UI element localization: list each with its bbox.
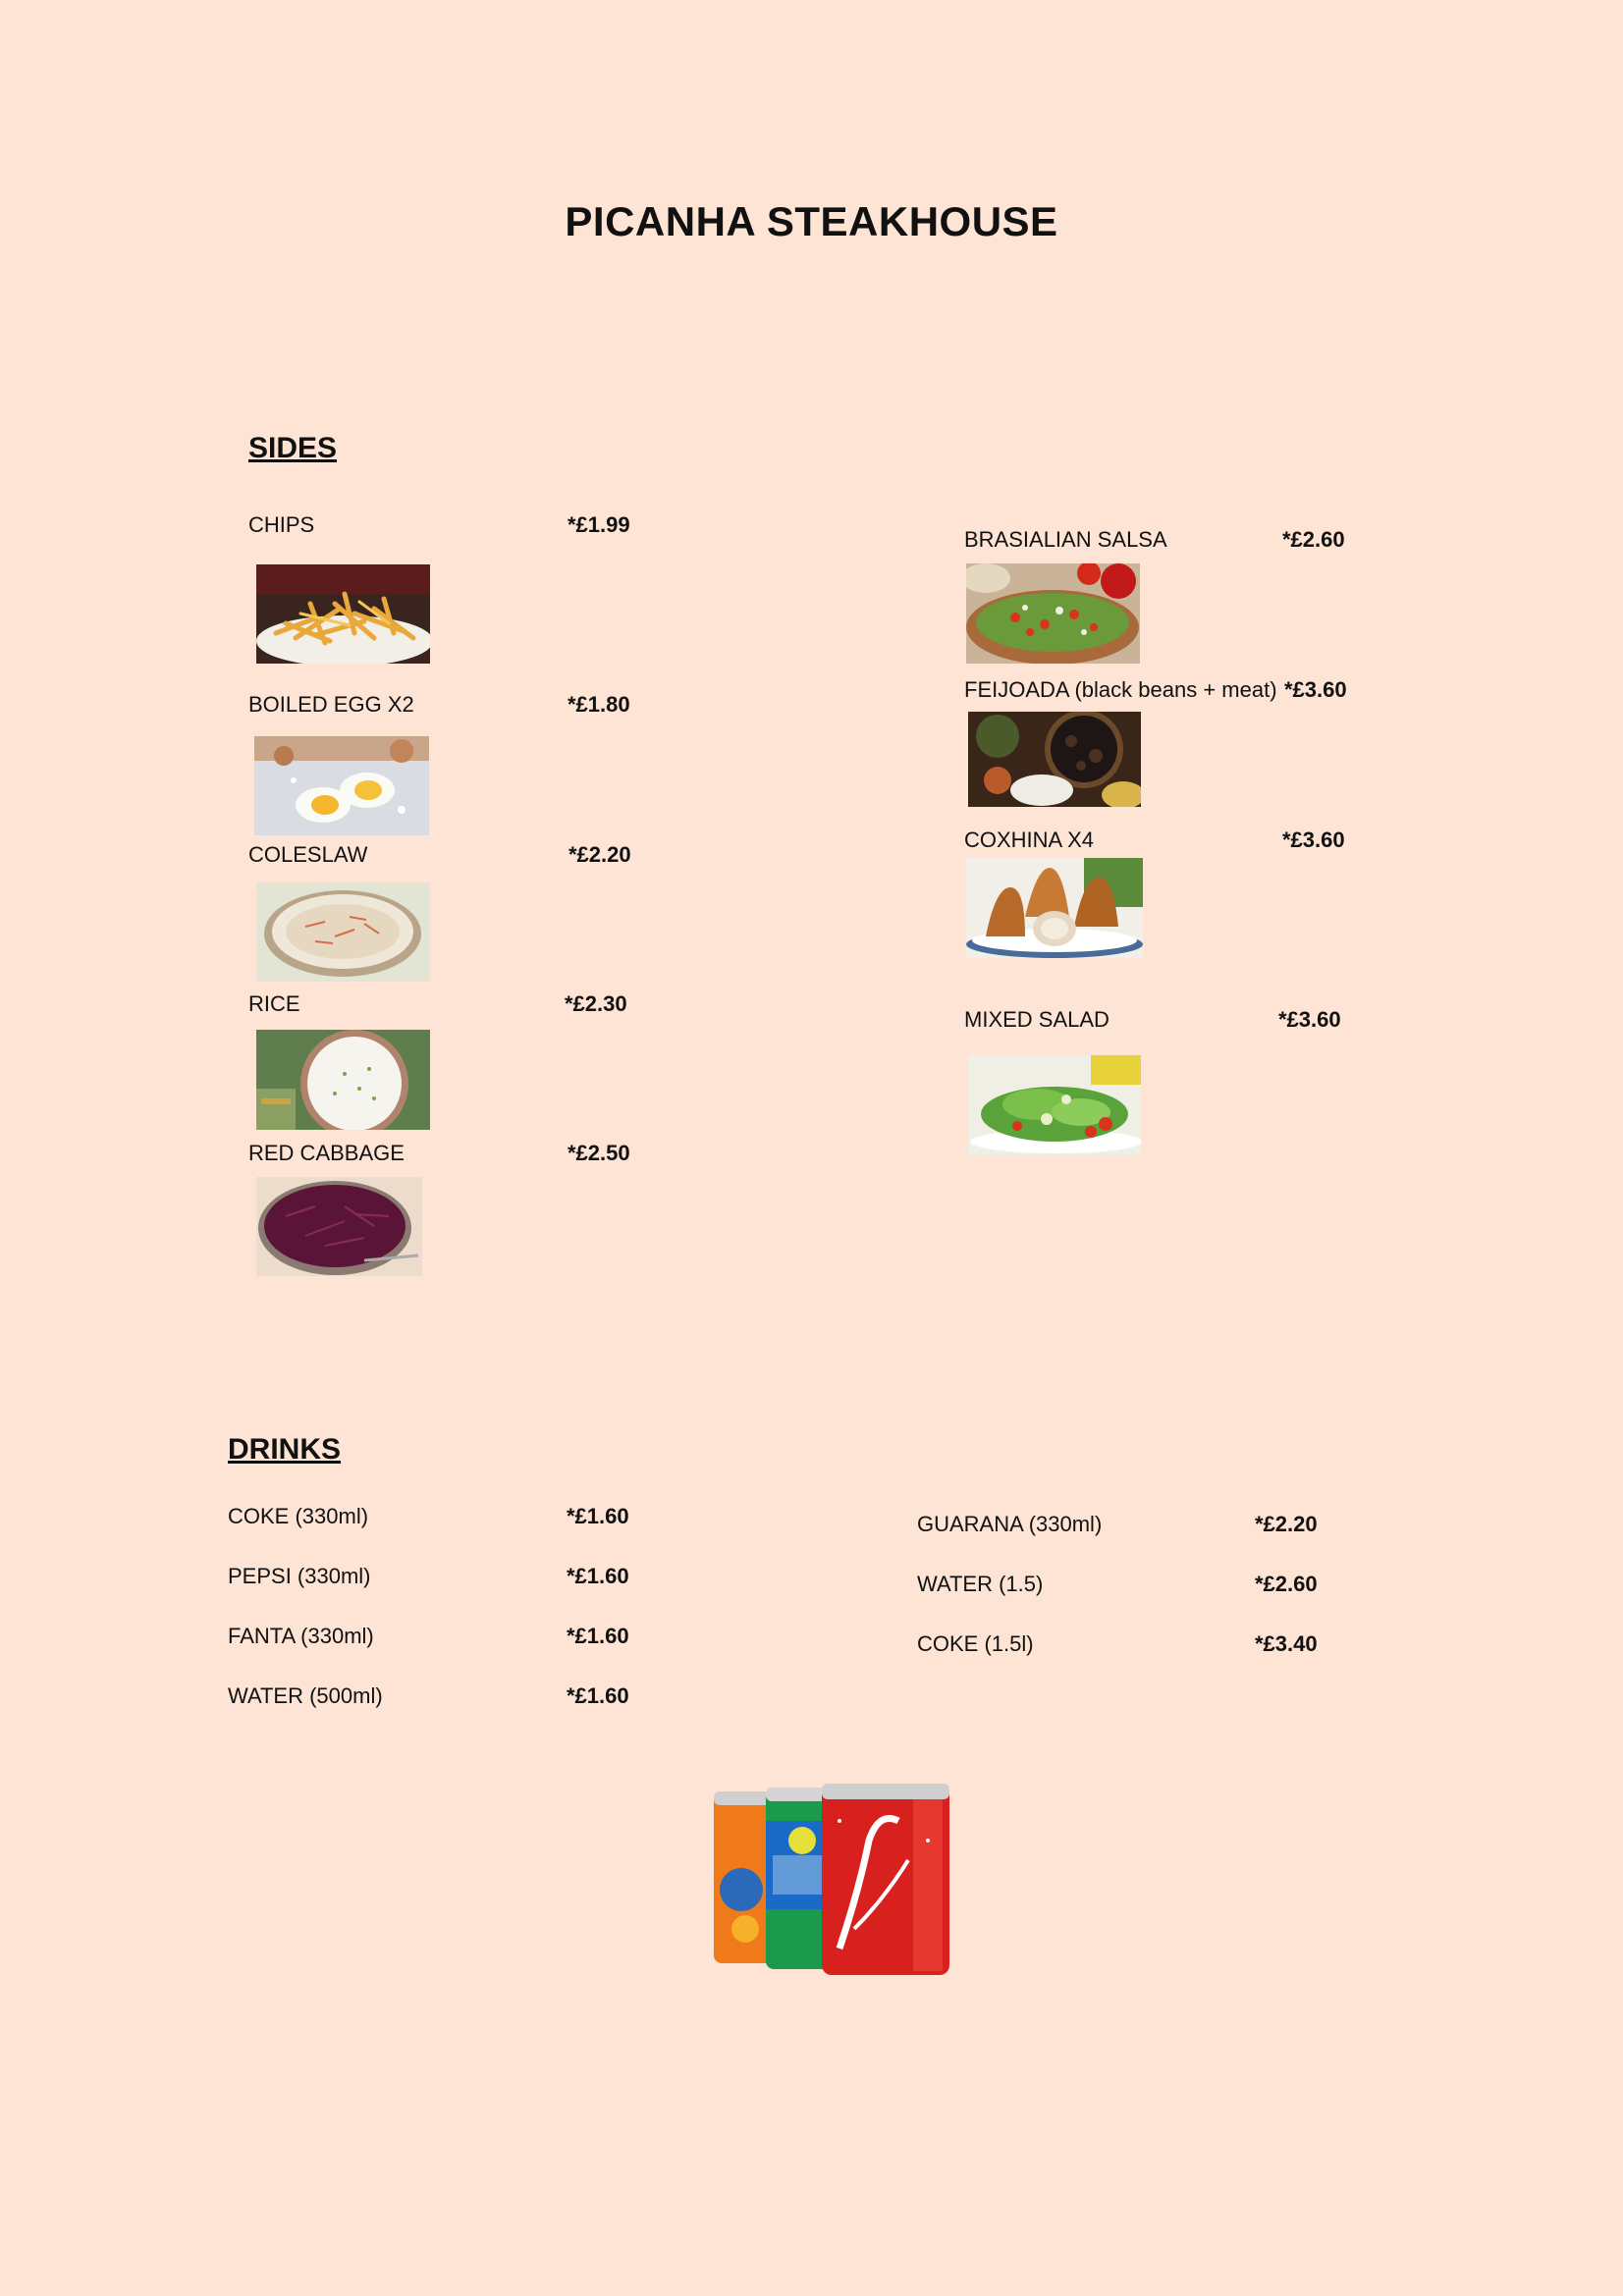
drink-name-pepsi-330: PEPSI (330ml) xyxy=(228,1564,371,1588)
drink-name-water-1-5: WATER (1.5) xyxy=(917,1572,1044,1596)
side-price-chips: *£1.99 xyxy=(568,512,630,537)
drink-name-fanta-330: FANTA (330ml) xyxy=(228,1624,374,1648)
side-name-coxhina: COXHINA X4 xyxy=(964,828,1095,852)
feijoada-photo xyxy=(968,712,1141,807)
side-name-mixed-salad: MIXED SALAD xyxy=(964,1007,1109,1032)
drink-price-coke-1-5: *£3.40 xyxy=(1255,1631,1318,1656)
drink-price-coke-330: *£1.60 xyxy=(567,1504,629,1528)
drink-name-water-500: WATER (500ml) xyxy=(228,1683,383,1708)
drink-price-water-1-5: *£2.60 xyxy=(1255,1572,1318,1596)
side-name-chips: CHIPS xyxy=(248,512,315,537)
mixed-salad-photo xyxy=(968,1055,1141,1155)
side-price-red-cabbage: *£2.50 xyxy=(568,1141,630,1165)
side-name-feijoada: FEIJOADA (black beans + meat) xyxy=(964,677,1277,702)
chips-photo xyxy=(256,564,430,664)
side-price-coxhina: *£3.60 xyxy=(1282,828,1345,852)
coxhina-photo xyxy=(966,858,1143,958)
side-name-boiled-egg: BOILED EGG X2 xyxy=(248,692,414,717)
salsa-photo xyxy=(966,563,1140,664)
drink-price-water-500: *£1.60 xyxy=(567,1683,629,1708)
drink-price-guarana-330: *£2.20 xyxy=(1255,1512,1318,1536)
drink-name-guarana-330: GUARANA (330ml) xyxy=(917,1512,1103,1536)
sides-heading: SIDES xyxy=(248,432,338,464)
side-name-red-cabbage: RED CABBAGE xyxy=(248,1141,405,1165)
side-price-rice: *£2.30 xyxy=(565,991,627,1016)
side-price-brasilian-salsa: *£2.60 xyxy=(1282,527,1345,552)
soda-cans-photo xyxy=(712,1782,952,1978)
side-name-coleslaw: COLESLAW xyxy=(248,842,368,867)
page-title: PICANHA STEAKHOUSE xyxy=(565,198,1058,244)
coleslaw-photo xyxy=(256,882,430,982)
drink-name-coke-330: COKE (330ml) xyxy=(228,1504,369,1528)
side-name-rice: RICE xyxy=(248,991,300,1016)
drinks-heading: DRINKS xyxy=(228,1433,342,1466)
rice-photo xyxy=(256,1030,430,1130)
side-price-coleslaw: *£2.20 xyxy=(568,842,631,867)
boiled-egg-photo xyxy=(254,736,429,835)
red-cabbage-photo xyxy=(256,1177,422,1276)
drink-name-coke-1-5: COKE (1.5l) xyxy=(917,1631,1034,1656)
side-name-brasilian-salsa: BRASIALIAN SALSA xyxy=(964,527,1167,552)
drink-price-fanta-330: *£1.60 xyxy=(567,1624,629,1648)
side-price-boiled-egg: *£1.80 xyxy=(568,692,630,717)
side-price-feijoada: *£3.60 xyxy=(1284,677,1347,702)
drink-price-pepsi-330: *£1.60 xyxy=(567,1564,629,1588)
side-price-mixed-salad: *£3.60 xyxy=(1278,1007,1341,1032)
